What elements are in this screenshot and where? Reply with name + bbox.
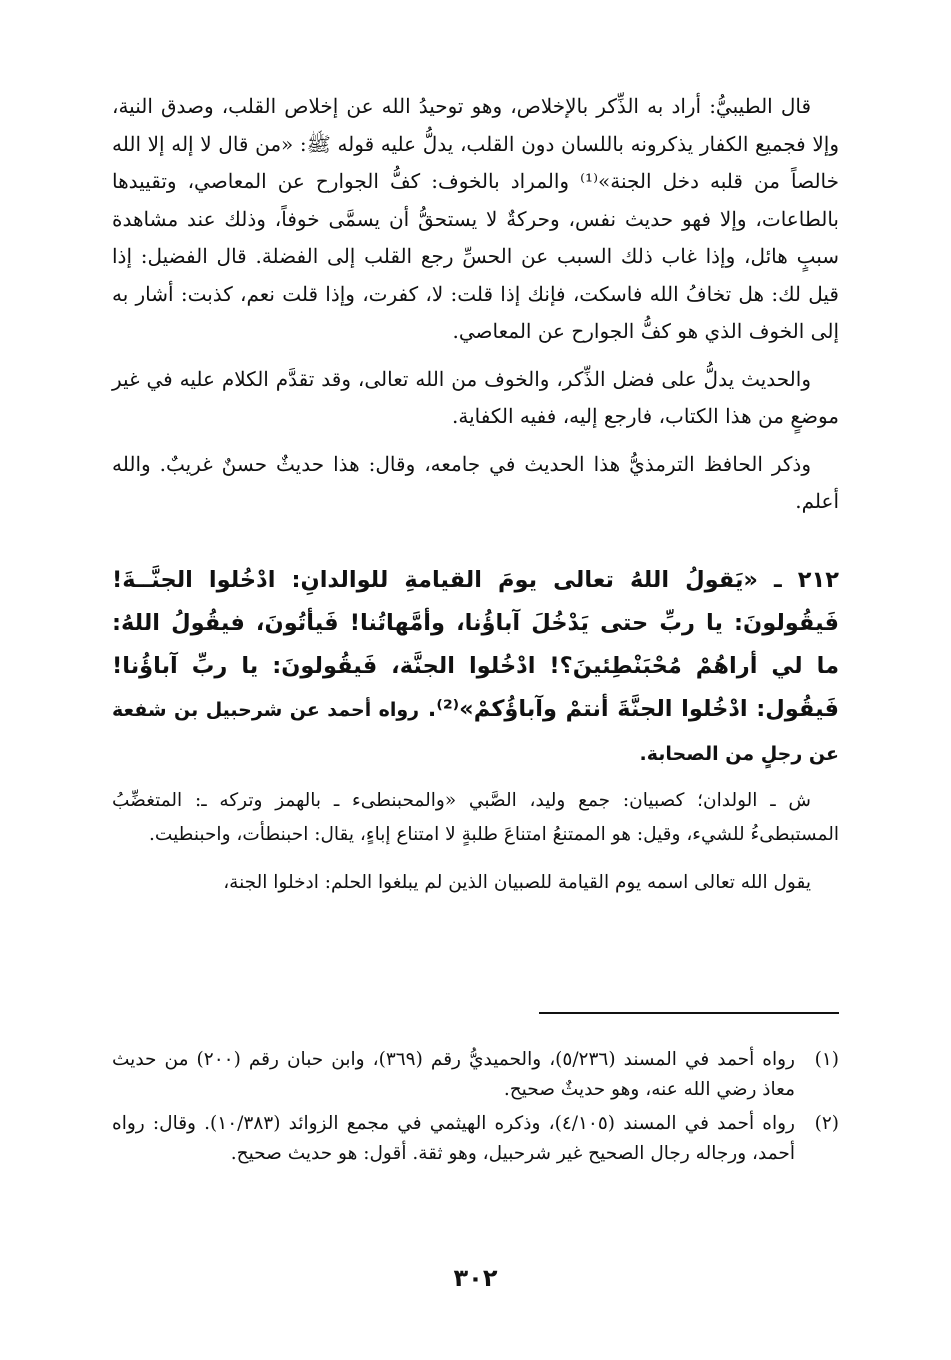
footnotes — [112, 1045, 839, 1173]
hadith-text: ٢١٢ ـ «يَقولُ اللهُ تعالى يومَ القيامةِ للوالدانِ: ادْخُلوا الجنَّــةَ! فَيقُولونَ: يا ربِّ حتى يَدْخُلَ آباؤُنا، وأمَّهاتُنا! فَيأتُونَ، فيقُولُ اللهُ: ما لي أراهُمْ مُحْبَنْطِئينَ؟! ادْخُلوا الجنَّة، فَيقُولونَ: يا ربِّ آباؤُنا! فَيقُول: ادْخُلوا الجنَّةَ أنتمْ وآباؤُكمْ»⁽²⁾. — [112, 566, 839, 722]
commentary-paragraph-3: وذكر الحافظ الترمذيُّ هذا الحديث في جامعه، وقال: هذا حديثٌ حسنٌ غريبٌ. والله أعلم. — [112, 451, 839, 513]
footnote-text: رواه أحمد في المسند (٥/٢٣٦)، والحميديُّ رقم (٣٦٩)، وابن حبان رقم (٢٠٠) من حديث معاذ رضي الله عنه، وهو حديثٌ صحيح. — [112, 1049, 795, 1100]
footnote-number: (٢) — [814, 1113, 839, 1134]
footnote-text: رواه أحمد في المسند (٤/١٠٥)، وذكره الهيثمي في مجمع الزوائد (١٠/٣٨٣). وقال: رواه أحمد، ورجاله رجال الصحيح غير شرحبيل، وهو ثقة. أقول: هو حديث صحيح. — [112, 1113, 795, 1164]
sharh-paragraph-2: يقول الله تعالى اسمه يوم القيامة للصبيان الذين لم يبلغوا الحلم: ادخلوا الجنة، — [223, 871, 811, 893]
footnote-item — [112, 1045, 839, 1105]
hadith-source: رواه أحمد عن شرحبيل بن شفعة عن رجلٍ من الصحابة. — [112, 698, 839, 765]
commentary-paragraph-2: والحديث يدلُّ على فضل الذِّكر، والخوف من الله تعالى، وقد تقدَّم الكلام عليه في غير موضعٍ من هذا الكتاب، فارجع إليه، ففيه الكفاية. — [112, 366, 839, 428]
main-text — [112, 88, 839, 914]
commentary-paragraph-1: قال الطيبيُّ: أراد به الذِّكر بالإخلاص، وهو توحيدُ الله عن إخلاص القلب، وصدق النية، وإلا فجميع الكفار يذكرونه باللسان دون القلب، يدلُّ عليه قوله ﷺ: «من قال لا إله إلا الله خالصاً من قلبه دخل الجنة»⁽¹⁾ والمراد بالخوف: كفُّ الجوارح عن المعاصي، وتقييدها بالطاعات، وإلا فهو حديث نفس، وحركةٌ لا يستحقُّ أن يسمَّى خوفاً، وذلك عند مشاهدة سببٍ هائل، وإذا غاب ذلك السبب عن الحسِّ رجع القلب إلى الفضلة. قال الفضيل: إذا قيل لك: هل تخافُ الله فاسكت، فإنك إذا قلت: لا، كفرت، وإذا قلت نعم، كذبت: أشار به إلى الخوف الذي هو كفُّ الجوارح عن المعاصي. — [112, 94, 839, 343]
hadith-212 — [112, 559, 839, 776]
footnote-separator — [539, 1012, 839, 1014]
footnote-number: (١) — [814, 1049, 839, 1070]
sharh-paragraph-1: ش ـ الولدان؛ كصبيان: جمع وليد، الصَّبي «والمحبنطىء ـ بالهمز وتركه ـ: المتغضِّبُ المستبطىءُ للشيء، وقيل: هو الممتنعُ امتناعَ طلبةٍ لا امتناع إباءٍ، يقال: احبنطأت، واحبنطيت. — [112, 789, 839, 845]
footnote-item — [112, 1109, 839, 1169]
page-number: ٣٠٢ — [453, 1264, 498, 1292]
